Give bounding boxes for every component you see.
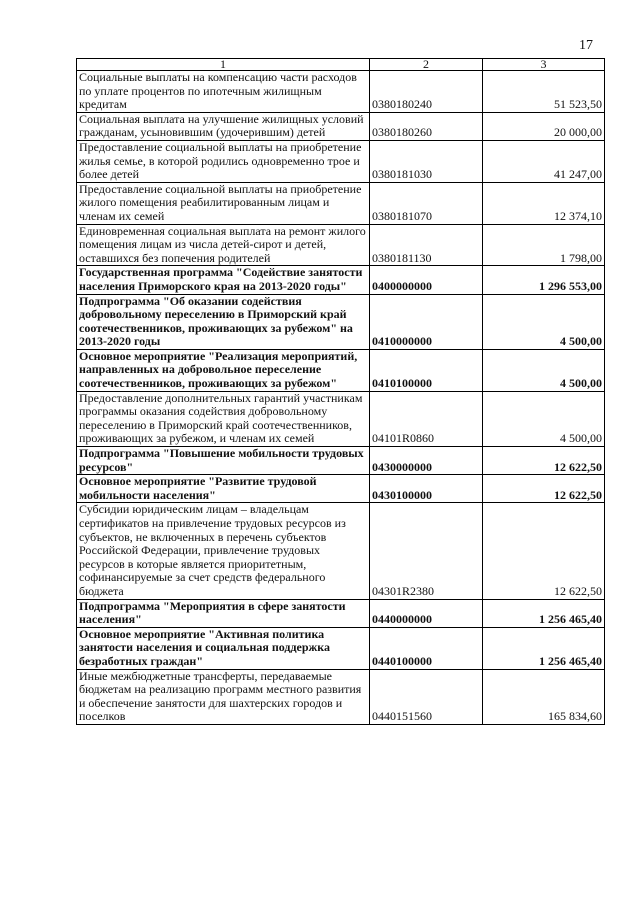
- row-name: Основное мероприятие "Развитие трудовой мобильности населения": [77, 475, 370, 503]
- row-name: Предоставление социальной выплаты на приобретение жилого помещения реабилитированным лицам и членам их семей: [77, 182, 370, 224]
- table-row: [77, 71, 605, 113]
- row-code: 0430000000: [370, 447, 483, 475]
- row-amount: 12 622,50: [483, 475, 605, 503]
- row-name: Иные межбюджетные трансферты, передаваемые бюджетам на реализацию программ местного развития и обеспечение занятости для шахтерских городов и поселков: [77, 669, 370, 724]
- row-amount: 12 622,50: [483, 503, 605, 599]
- row-code: 0410000000: [370, 294, 483, 349]
- table-row: [77, 294, 605, 349]
- row-name: Субсидии юридическим лицам – владельцам сертификатов на привлечение трудовых ресурсов из субъектов, не включенных в перечень субъектов Российской Федерации, привлечение трудовых ресурсов в которые является приоритетным, софинансируемые за счет средств федерального бюджета: [77, 503, 370, 599]
- row-code: 04101R0860: [370, 391, 483, 446]
- row-code: 0410100000: [370, 349, 483, 391]
- table-row: [77, 182, 605, 224]
- row-name: Предоставление социальной выплаты на приобретение жилья семье, в которой родились одновременно трое и более детей: [77, 140, 370, 182]
- row-name: Подпрограмма "Повышение мобильности трудовых ресурсов": [77, 447, 370, 475]
- row-name: Основное мероприятие "Активная политика занятости населения и социальная поддержка безработных граждан": [77, 627, 370, 669]
- row-code: 0400000000: [370, 266, 483, 294]
- row-name: Единовременная социальная выплата на ремонт жилого помещения лицам из числа детей-сирот и детей, оставшихся без попечения родителей: [77, 224, 370, 266]
- row-name: Социальная выплата на улучшение жилищных условий гражданам, усыновившим (удочерившим) детей: [77, 112, 370, 140]
- table-row: [77, 669, 605, 724]
- table-row: [77, 266, 605, 294]
- row-amount: 20 000,00: [483, 112, 605, 140]
- row-amount: 12 374,10: [483, 182, 605, 224]
- row-amount: 4 500,00: [483, 349, 605, 391]
- table-body: [77, 71, 605, 725]
- column-header-1: 1: [77, 59, 370, 71]
- row-amount: 165 834,60: [483, 669, 605, 724]
- row-amount: 51 523,50: [483, 71, 605, 113]
- row-code: 0440100000: [370, 627, 483, 669]
- row-name: Основное мероприятие "Реализация мероприятий, направленных на добровольное переселение соотечественников, проживающих за рубежом": [77, 349, 370, 391]
- row-amount: 41 247,00: [483, 140, 605, 182]
- row-name: Предоставление дополнительных гарантий участникам программы оказания содействия добровольному переселению в Приморский край соотечественников, проживающих за рубежом, и членам их семей: [77, 391, 370, 446]
- page-number: 17: [579, 38, 593, 53]
- table-row: [77, 391, 605, 446]
- row-code: 0380180240: [370, 71, 483, 113]
- row-amount: 1 296 553,00: [483, 266, 605, 294]
- row-name: Государственная программа "Содействие занятости населения Приморского края на 2013-2020 годы": [77, 266, 370, 294]
- row-code: 0380181130: [370, 224, 483, 266]
- row-code: 0430100000: [370, 475, 483, 503]
- table-row: [77, 599, 605, 627]
- table-row: [77, 112, 605, 140]
- row-amount: 12 622,50: [483, 447, 605, 475]
- row-amount: 1 256 465,40: [483, 599, 605, 627]
- column-header-3: 3: [483, 59, 605, 71]
- table-row: [77, 475, 605, 503]
- row-code: 0440151560: [370, 669, 483, 724]
- row-name: Подпрограмма "Об оказании содействия добровольному переселению в Приморский край соотечественников, проживающих за рубежом" на 2013-2020 годы: [77, 294, 370, 349]
- row-amount: 1 798,00: [483, 224, 605, 266]
- table-header-row: [77, 59, 605, 71]
- row-name: Подпрограмма "Мероприятия в сфере занятости населения": [77, 599, 370, 627]
- row-code: 0380181030: [370, 140, 483, 182]
- column-header-2: 2: [370, 59, 483, 71]
- table-row: [77, 503, 605, 599]
- budget-table: [76, 58, 605, 725]
- row-name: Социальные выплаты на компенсацию части расходов по уплате процентов по ипотечным жилищным кредитам: [77, 71, 370, 113]
- row-amount: 1 256 465,40: [483, 627, 605, 669]
- table-row: [77, 349, 605, 391]
- row-code: 0380180260: [370, 112, 483, 140]
- row-code: 0440000000: [370, 599, 483, 627]
- row-code: 04301R2380: [370, 503, 483, 599]
- table-row: [77, 627, 605, 669]
- table-row: [77, 447, 605, 475]
- row-code: 0380181070: [370, 182, 483, 224]
- table-row: [77, 140, 605, 182]
- table-row: [77, 224, 605, 266]
- row-amount: 4 500,00: [483, 391, 605, 446]
- row-amount: 4 500,00: [483, 294, 605, 349]
